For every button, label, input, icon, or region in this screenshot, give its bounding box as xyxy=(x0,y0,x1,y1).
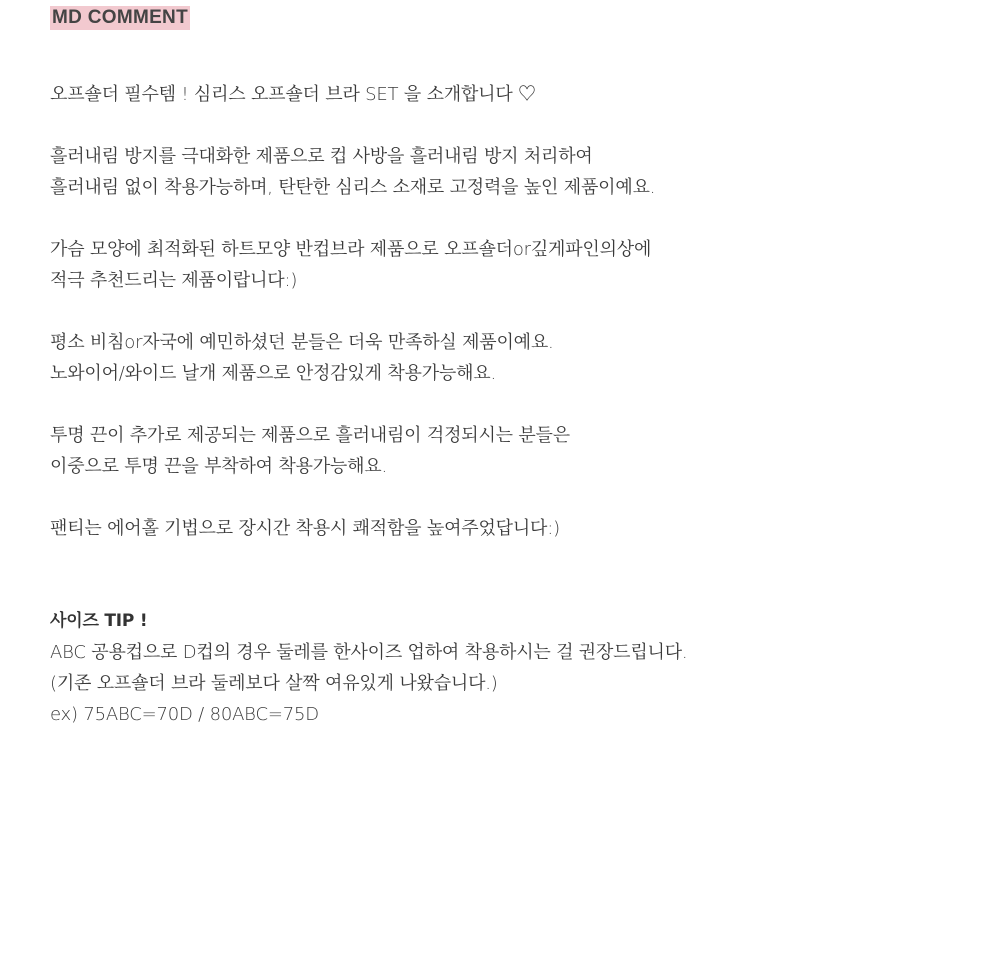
paragraph-line: 이중으로 투명 끈을 부착하여 착용가능해요. xyxy=(50,456,387,477)
paragraph-line: 평소 비침or자국에 예민하셨던 분들은 더욱 만족하실 제품이예요. xyxy=(50,332,554,353)
intro-paragraph xyxy=(50,79,970,110)
size-tip-section xyxy=(50,606,970,730)
sensitive-paragraph xyxy=(50,327,970,389)
heart-cup-paragraph xyxy=(50,234,970,296)
paragraph-line: 오프숄더 필수템 ! 심리스 오프숄더 브라 SET 을 소개합니다 ♡ xyxy=(50,84,536,105)
panty-paragraph xyxy=(50,513,970,544)
md-comment-section xyxy=(50,6,970,730)
paragraph-line: 흘러내림 방지를 극대화한 제품으로 컵 사방을 흘러내림 방지 처리하여 xyxy=(50,146,593,167)
paragraph-line: 노와이어/와이드 날개 제품으로 안정감있게 착용가능해요. xyxy=(50,363,496,384)
clear-strap-paragraph xyxy=(50,420,970,482)
size-tip-line: (기존 오프숄더 브라 둘레보다 살짝 여유있게 나왔습니다.) xyxy=(50,673,498,694)
anti-slip-paragraph xyxy=(50,141,970,203)
paragraph-line: 팬티는 에어홀 기법으로 장시간 착용시 쾌적함을 높여주었답니다:) xyxy=(50,518,560,539)
md-comment-heading: MD COMMENT xyxy=(52,7,188,28)
paragraph-line: 흘러내림 없이 착용가능하며, 탄탄한 심리스 소재로 고정력을 높인 제품이예요. xyxy=(50,177,656,198)
paragraph-line: 가슴 모양에 최적화된 하트모양 반컵브라 제품으로 오프숄더or깊게파인의상에 xyxy=(50,239,652,260)
paragraph-line: 적극 추천드리는 제품이랍니다:) xyxy=(50,270,298,291)
paragraph-line: 투명 끈이 추가로 제공되는 제품으로 흘러내림이 걱정되시는 분들은 xyxy=(50,425,570,446)
size-tip-title: 사이즈 TIP ! xyxy=(50,611,148,631)
size-tip-line: ABC 공용컵으로 D컵의 경우 둘레를 한사이즈 업하여 착용하시는 걸 권장드립니다. xyxy=(50,642,688,663)
size-tip-line: ex) 75ABC=70D / 80ABC=75D xyxy=(50,704,319,725)
